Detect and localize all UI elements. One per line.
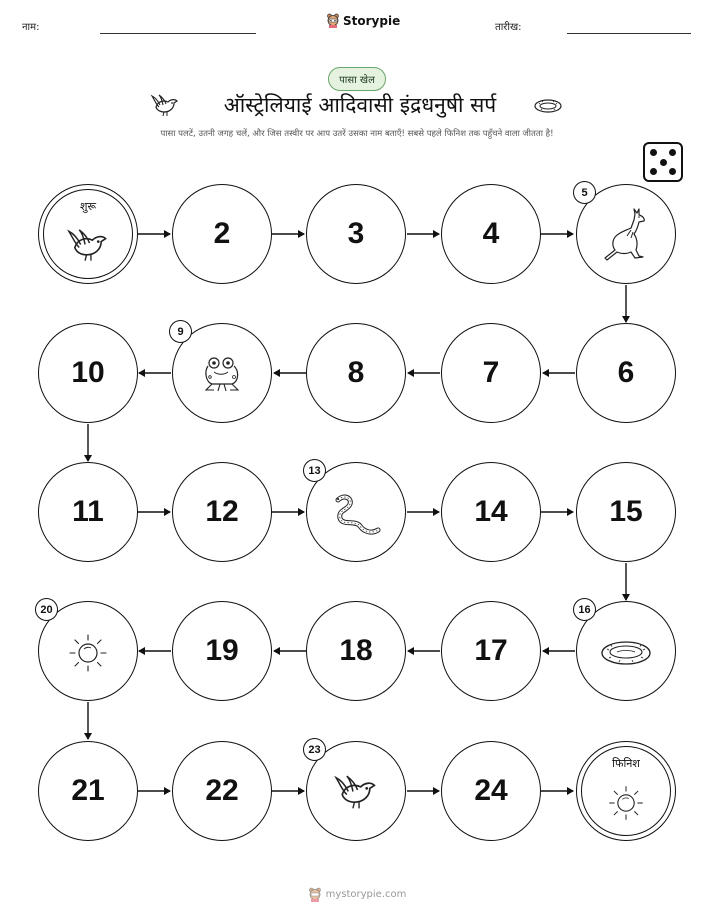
- board-space-11[interactable]: 11: [38, 462, 138, 562]
- brand-name: Storypie: [343, 13, 401, 28]
- footer: [0, 887, 714, 902]
- board-space-6[interactable]: 6: [576, 323, 676, 423]
- board-space-finish[interactable]: [576, 741, 676, 841]
- finish-label: फिनिश: [612, 757, 640, 770]
- board-space-24[interactable]: 24: [441, 741, 541, 841]
- board-space-13[interactable]: [306, 462, 406, 562]
- space-number-badge: 16: [573, 598, 596, 621]
- board-space-15[interactable]: 15: [576, 462, 676, 562]
- footer-url[interactable]: mystorypie.com: [325, 889, 407, 900]
- waterhole-icon: [599, 637, 653, 669]
- start-label: शुरू: [79, 200, 97, 213]
- snake-icon: [330, 490, 382, 538]
- board-space-14[interactable]: 14: [441, 462, 541, 562]
- board-space-23[interactable]: [306, 741, 406, 841]
- board-space-5[interactable]: [576, 184, 676, 284]
- space-number-badge: 23: [303, 738, 326, 761]
- storypie-mascot-icon: [308, 887, 322, 902]
- board-space-16[interactable]: [576, 601, 676, 701]
- sun-icon: [66, 631, 110, 675]
- bird-icon: [66, 226, 110, 266]
- board-space-8[interactable]: 8: [306, 323, 406, 423]
- space-number-badge: 5: [573, 181, 596, 204]
- board-space-10[interactable]: 10: [38, 323, 138, 423]
- frog-icon: [198, 354, 246, 396]
- board-space-7[interactable]: 7: [441, 323, 541, 423]
- board-space-12[interactable]: 12: [172, 462, 272, 562]
- board-space-19[interactable]: 19: [172, 601, 272, 701]
- board-space-20[interactable]: [38, 601, 138, 701]
- space-number-badge: 9: [169, 320, 192, 343]
- board-space-4[interactable]: 4: [441, 184, 541, 284]
- board-space-17[interactable]: 17: [441, 601, 541, 701]
- board-space-22[interactable]: 22: [172, 741, 272, 841]
- game-type-badge: पासा खेल: [328, 67, 386, 91]
- board-space-21[interactable]: 21: [38, 741, 138, 841]
- page-title: ऑस्ट्रेलियाई आदिवासी इंद्रधनुषी सर्प: [223, 93, 497, 117]
- board-space-3[interactable]: 3: [306, 184, 406, 284]
- kangaroo-icon: [601, 208, 651, 264]
- sun-icon: [606, 783, 646, 823]
- board-space-start[interactable]: [38, 184, 138, 284]
- bird-icon: [333, 772, 379, 814]
- board-space-9[interactable]: [172, 323, 272, 423]
- space-number-badge: 20: [35, 598, 58, 621]
- board-space-18[interactable]: 18: [306, 601, 406, 701]
- instructions-text: पासा पलटें, उतनी जगह चलें, और जिस तस्वीर पर आप उतरें उसका नाम बताएँ! सबसे पहले फिनिश तक पहुँचने वाला जीतता है!: [160, 129, 554, 139]
- name-label: नाम:: [22, 22, 40, 33]
- date-label: तारीख:: [495, 22, 522, 33]
- space-number-badge: 13: [303, 459, 326, 482]
- board-space-2[interactable]: 2: [172, 184, 272, 284]
